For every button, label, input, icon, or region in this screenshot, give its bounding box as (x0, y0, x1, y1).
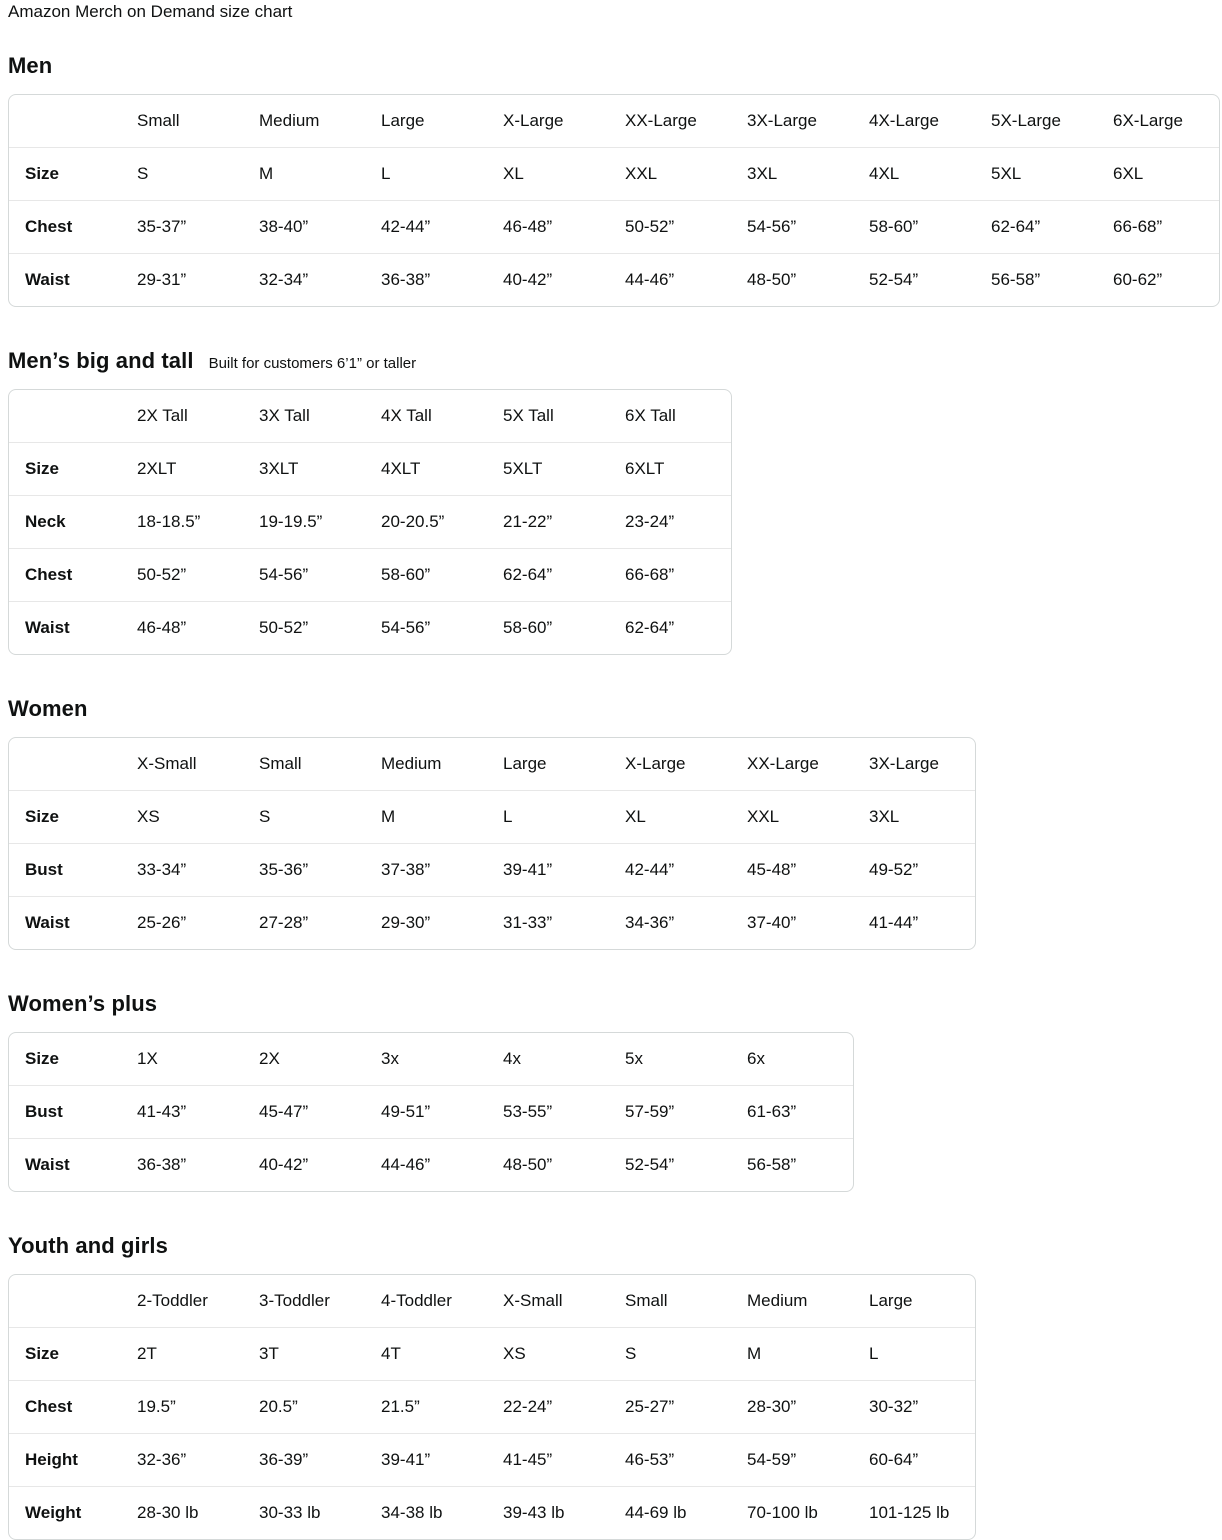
table-cell: 35-36” (259, 843, 381, 896)
table-cell: XXL (625, 147, 747, 200)
table-cell: 58-60” (869, 200, 991, 253)
table-row-waist (9, 601, 731, 654)
column-header: 5X Tall (503, 406, 554, 425)
row-label: Neck (9, 495, 137, 548)
section-womens-plus (8, 990, 1214, 1192)
table-cell: 49-51” (381, 1085, 503, 1138)
table-cell: XXL (747, 790, 869, 843)
table-cell: 60-64” (869, 1433, 975, 1486)
table-cell: 36-38” (137, 1138, 259, 1191)
section-heading: Men’s big and tall (8, 348, 194, 373)
section-heading: Women’s plus (8, 991, 158, 1016)
table-cell: 39-41” (503, 843, 625, 896)
table-row-size (9, 790, 975, 843)
table-cell: 56-58” (747, 1138, 853, 1191)
table-cell: M (381, 790, 503, 843)
table-cell: M (259, 147, 381, 200)
section-header-women (8, 695, 1214, 726)
column-header: 2-Toddler (137, 1291, 208, 1310)
table-cell: 101-125 lb (869, 1486, 975, 1539)
column-header: 6X-Large (1113, 111, 1183, 130)
table-cell: 52-54” (869, 253, 991, 306)
table-cell: 42-44” (381, 200, 503, 253)
table-row-size (9, 1033, 853, 1085)
table-cell: 2XLT (137, 442, 259, 495)
corner-cell (9, 1275, 137, 1327)
table-cell: 3x (381, 1049, 399, 1068)
section-header-mens-big-and-tall (8, 347, 1214, 378)
table-cell: 20-20.5” (381, 495, 503, 548)
sections-container (8, 52, 1214, 1540)
table-row-weight (9, 1486, 975, 1539)
table-header-row (9, 95, 1219, 147)
column-header: Small (625, 1291, 668, 1310)
table-cell: 34-36” (625, 896, 747, 949)
table-cell: 42-44” (625, 843, 747, 896)
table-row-bust (9, 1085, 853, 1138)
table-cell: 37-40” (747, 896, 869, 949)
table-cell: 60-62” (1113, 253, 1219, 306)
corner-cell (9, 738, 137, 790)
table-cell: L (503, 790, 625, 843)
column-header: Medium (259, 111, 320, 130)
table-cell: S (259, 790, 381, 843)
table-cell: 54-56” (747, 200, 869, 253)
column-header: 4-Toddler (381, 1291, 452, 1310)
table-cell: 2X (259, 1049, 280, 1068)
column-header: X-Small (503, 1291, 563, 1310)
table-cell: 54-56” (381, 601, 503, 654)
table-cell: 28-30” (747, 1380, 869, 1433)
row-label: Bust (9, 1085, 137, 1138)
column-header: 6X Tall (625, 406, 676, 425)
table-header-row (9, 738, 975, 790)
table-cell: 44-46” (625, 253, 747, 306)
table-cell: 31-33” (503, 896, 625, 949)
table-cell: 56-58” (991, 253, 1113, 306)
table-cell: 18-18.5” (137, 495, 259, 548)
table-cell: 40-42” (503, 253, 625, 306)
table-row-size (9, 442, 731, 495)
column-header: 4X-Large (869, 111, 939, 130)
row-label: Weight (9, 1486, 137, 1539)
column-header: Small (137, 111, 180, 130)
table-cell: 19.5” (137, 1380, 259, 1433)
table-cell: 54-59” (747, 1433, 869, 1486)
table-header-row (9, 390, 731, 442)
table-cell: 53-55” (503, 1085, 625, 1138)
table-cell: 66-68” (625, 548, 731, 601)
table-row-chest (9, 548, 731, 601)
table-cell: 39-43 lb (503, 1486, 625, 1539)
table-cell: XS (503, 1327, 625, 1380)
table-row-waist (9, 1138, 853, 1191)
table-cell: 66-68” (1113, 200, 1219, 253)
row-label: Size (25, 1049, 60, 1068)
table-cell: 4T (381, 1327, 503, 1380)
table-cell: 6XLT (625, 442, 731, 495)
table-row-size (9, 147, 1219, 200)
page-title: Amazon Merch on Demand size chart (8, 2, 293, 21)
table-cell: 1X (137, 1049, 158, 1068)
table-cell: 21-22” (503, 495, 625, 548)
table-cell: 36-38” (381, 253, 503, 306)
row-label: Waist (9, 896, 137, 949)
table-cell: 39-41” (381, 1433, 503, 1486)
table-cell: 54-56” (259, 548, 381, 601)
column-header: Medium (381, 754, 442, 773)
table-cell: 46-53” (625, 1433, 747, 1486)
table-cell: 5XLT (503, 442, 625, 495)
table-cell: 23-24” (625, 495, 731, 548)
section-youth-and-girls (8, 1232, 1214, 1540)
corner-cell (9, 390, 137, 442)
table-cell: 61-63” (747, 1085, 853, 1138)
table-cell: 20.5” (259, 1380, 381, 1433)
table-cell: 32-36” (137, 1433, 259, 1486)
table-cell: 62-64” (625, 601, 731, 654)
table-cell: 41-45” (503, 1433, 625, 1486)
table-cell: 37-38” (381, 843, 503, 896)
table-cell: 70-100 lb (747, 1486, 869, 1539)
table-cell: 44-69 lb (625, 1486, 747, 1539)
column-header: X-Large (625, 754, 686, 773)
table-cell: 45-48” (747, 843, 869, 896)
table-cell: 29-31” (137, 253, 259, 306)
table-cell: 3XL (869, 790, 975, 843)
table-row-chest (9, 200, 1219, 253)
table-cell: 36-39” (259, 1433, 381, 1486)
table-cell: 46-48” (137, 601, 259, 654)
row-label: Size (9, 147, 137, 200)
table-cell: 30-33 lb (259, 1486, 381, 1539)
table-cell: 3XL (747, 147, 869, 200)
row-label: Height (9, 1433, 137, 1486)
table-row-height (9, 1433, 975, 1486)
table-cell: 30-32” (869, 1380, 975, 1433)
row-label: Size (9, 1327, 137, 1380)
column-header: 2X Tall (137, 406, 188, 425)
table-cell: 44-46” (381, 1138, 503, 1191)
table-cell: 62-64” (991, 200, 1113, 253)
table-cell: 45-47” (259, 1085, 381, 1138)
table-header-row (9, 1275, 975, 1327)
section-header-men (8, 52, 1214, 83)
table-cell: 6XL (1113, 147, 1219, 200)
table-cell: 6x (747, 1049, 765, 1068)
table-cell: 19-19.5” (259, 495, 381, 548)
size-table-mens-big-and-tall (8, 389, 732, 655)
column-header: 3X Tall (259, 406, 310, 425)
table-cell: 28-30 lb (137, 1486, 259, 1539)
table-cell: 21.5” (381, 1380, 503, 1433)
table-cell: 41-43” (137, 1085, 259, 1138)
table-cell: 4x (503, 1049, 521, 1068)
column-header: 4X Tall (381, 406, 432, 425)
table-cell: 27-28” (259, 896, 381, 949)
section-heading: Women (8, 696, 88, 721)
row-label: Bust (9, 843, 137, 896)
section-heading: Youth and girls (8, 1233, 168, 1258)
table-cell: S (625, 1327, 747, 1380)
column-header: Large (869, 1291, 913, 1310)
row-label: Chest (9, 548, 137, 601)
size-table-womens-plus (8, 1032, 854, 1192)
table-cell: 58-60” (381, 548, 503, 601)
section-men (8, 52, 1214, 307)
table-cell: 34-38 lb (381, 1486, 503, 1539)
column-header: Large (503, 754, 547, 773)
table-cell: 50-52” (137, 548, 259, 601)
column-header: X-Small (137, 754, 197, 773)
table-cell: 25-26” (137, 896, 259, 949)
column-header: 3-Toddler (259, 1291, 330, 1310)
table-cell: 52-54” (625, 1138, 747, 1191)
row-label: Size (9, 442, 137, 495)
column-header: 5X-Large (991, 111, 1061, 130)
table-row-chest (9, 1380, 975, 1433)
table-cell: 50-52” (259, 601, 381, 654)
row-label: Size (9, 790, 137, 843)
row-label: Waist (9, 253, 137, 306)
row-label: Chest (9, 1380, 137, 1433)
table-cell: 4XLT (381, 442, 503, 495)
table-cell: 4XL (869, 147, 991, 200)
column-header: X-Large (503, 111, 564, 130)
table-cell: 32-34” (259, 253, 381, 306)
table-cell: XL (503, 147, 625, 200)
table-cell: 46-48” (503, 200, 625, 253)
table-cell: 40-42” (259, 1138, 381, 1191)
size-table-youth-and-girls (8, 1274, 976, 1540)
row-label: Waist (9, 601, 137, 654)
column-header: Large (381, 111, 425, 130)
table-cell: 5XL (991, 147, 1113, 200)
table-cell: 22-24” (503, 1380, 625, 1433)
table-cell: 57-59” (625, 1085, 747, 1138)
column-header: 3X-Large (869, 754, 939, 773)
table-row-waist (9, 896, 975, 949)
table-cell: XL (625, 790, 747, 843)
column-header: XX-Large (625, 111, 697, 130)
table-row-neck (9, 495, 731, 548)
section-heading: Men (8, 53, 53, 78)
size-table-men (8, 94, 1220, 307)
table-cell: 35-37” (137, 200, 259, 253)
row-label: Waist (9, 1138, 137, 1191)
table-cell: 50-52” (625, 200, 747, 253)
section-women (8, 695, 1214, 950)
section-header-youth-and-girls (8, 1232, 1214, 1263)
table-cell: 5x (625, 1049, 643, 1068)
table-cell: M (747, 1327, 869, 1380)
table-cell: L (381, 147, 503, 200)
column-header: Medium (747, 1291, 808, 1310)
section-subtitle: Built for customers 6’1” or taller (208, 355, 417, 372)
table-cell: XS (137, 790, 259, 843)
table-row-waist (9, 253, 1219, 306)
table-cell: 3XLT (259, 442, 381, 495)
table-cell: 58-60” (503, 601, 625, 654)
table-cell: 41-44” (869, 896, 975, 949)
table-cell: 48-50” (503, 1138, 625, 1191)
column-header: XX-Large (747, 754, 819, 773)
table-cell: S (137, 147, 259, 200)
section-mens-big-and-tall (8, 347, 1214, 655)
table-cell: 33-34” (137, 843, 259, 896)
table-cell: 48-50” (747, 253, 869, 306)
column-header: 3X-Large (747, 111, 817, 130)
table-row-bust (9, 843, 975, 896)
table-cell: 3T (259, 1327, 381, 1380)
table-cell: L (869, 1327, 975, 1380)
table-row-size (9, 1327, 975, 1380)
table-cell: 2T (137, 1327, 259, 1380)
row-label: Chest (9, 200, 137, 253)
column-header: Small (259, 754, 302, 773)
section-header-womens-plus (8, 990, 1214, 1021)
corner-cell (9, 95, 137, 147)
size-table-women (8, 737, 976, 950)
table-cell: 29-30” (381, 896, 503, 949)
table-cell: 38-40” (259, 200, 381, 253)
table-cell: 25-27” (625, 1380, 747, 1433)
table-cell: 49-52” (869, 843, 975, 896)
table-cell: 62-64” (503, 548, 625, 601)
